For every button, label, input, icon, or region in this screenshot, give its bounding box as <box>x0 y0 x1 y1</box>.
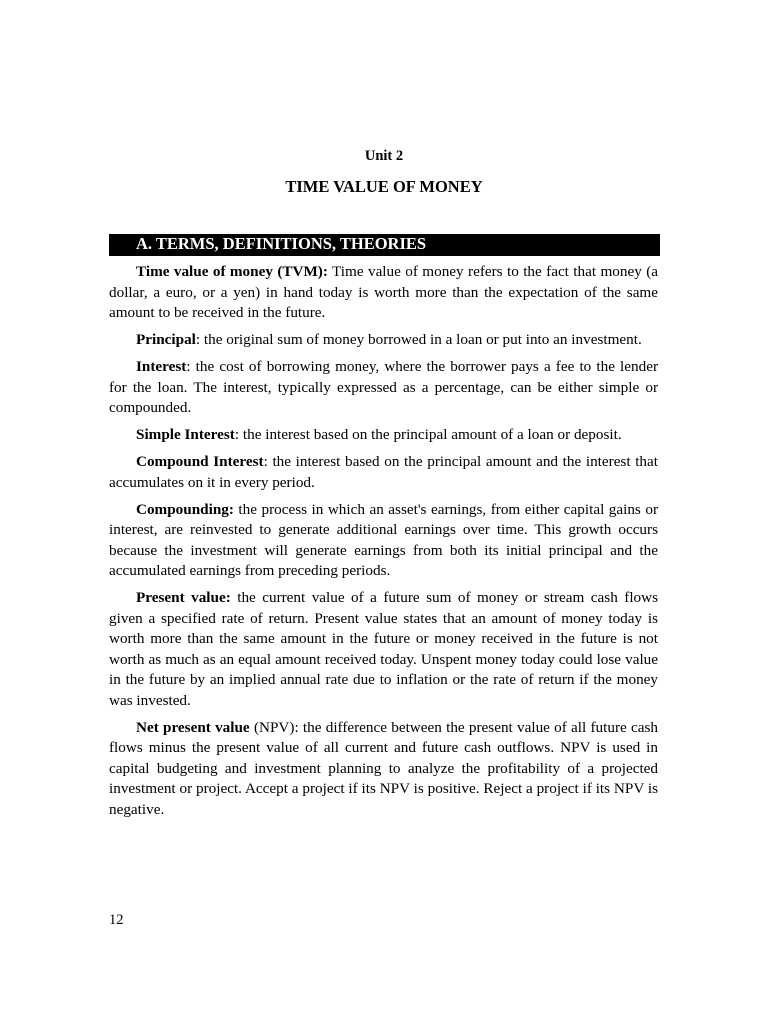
definition-paragraph <box>109 500 658 582</box>
definition-text: Time value of money refers to the fact that money (a dollar, a euro, or a yen) in hand today is worth more than the expectation of the same amount to be received in the future. <box>109 263 658 321</box>
definition-text: the current value of a future sum of money or stream cash flows given a specified rate of return. Present value states that an amount of money today is worth more than the same amount in the future or money received in the future is not worth as much as an equal amount received today. Unspent money today could lose value in the future by an implied annual rate due to inflation or the rate of return if the money was invested. <box>109 589 659 709</box>
definition-paragraph <box>109 425 658 446</box>
definition-term: Time value of money (TVM): <box>136 263 328 280</box>
definition-text: : the interest based on the principal amount and the interest that accumulates on it in every period. <box>109 453 658 491</box>
definition-term: Simple Interest <box>136 426 235 443</box>
definition-term: Principal <box>136 331 196 348</box>
section-heading: A. TERMS, DEFINITIONS, THEORIES <box>109 234 660 256</box>
definition-paragraph <box>109 330 658 351</box>
definitions-body <box>109 262 658 827</box>
definition-text: : the original sum of money borrowed in a loan or put into an investment. <box>195 331 642 348</box>
definition-paragraph <box>109 262 658 324</box>
definition-paragraph <box>109 588 658 711</box>
definition-term: Net present value <box>136 718 250 736</box>
definition-term: Compound Interest <box>136 453 264 470</box>
page-number: 12 <box>109 912 124 928</box>
definition-paragraph <box>109 452 658 493</box>
definition-text: : the cost of borrowing money, where the borrower pays a fee to the lender for the loan. The interest, typically expressed as a percentage, can be either simple or compounded. <box>109 358 658 416</box>
definition-text: : the interest based on the principal amount of a loan or deposit. <box>234 426 622 443</box>
page-title: TIME VALUE OF MONEY <box>285 177 483 196</box>
definition-term: Present value: <box>136 589 231 606</box>
definition-term: Compounding: <box>136 500 234 518</box>
unit-label: Unit 2 <box>364 148 404 164</box>
definition-term: Interest <box>136 358 187 375</box>
definition-paragraph <box>109 718 658 821</box>
definition-text: (NPV): the difference between the present value of all future cash flows minus the present value of all current and future cash outflows. NPV is used in capital budgeting and investment planning to analyze the profitability of a projected investment or project. Accept a project if its NPV is positive. Reject a project if its NPV is negative. <box>109 718 658 818</box>
definition-paragraph <box>109 357 658 419</box>
definition-text: the process in which an asset's earnings, from either capital gains or interest, are reinvested to generate additional earnings over time. This growth occurs because the investment will generate earnings from both its initial principal and the accumulated earnings from preceding periods. <box>109 500 658 579</box>
